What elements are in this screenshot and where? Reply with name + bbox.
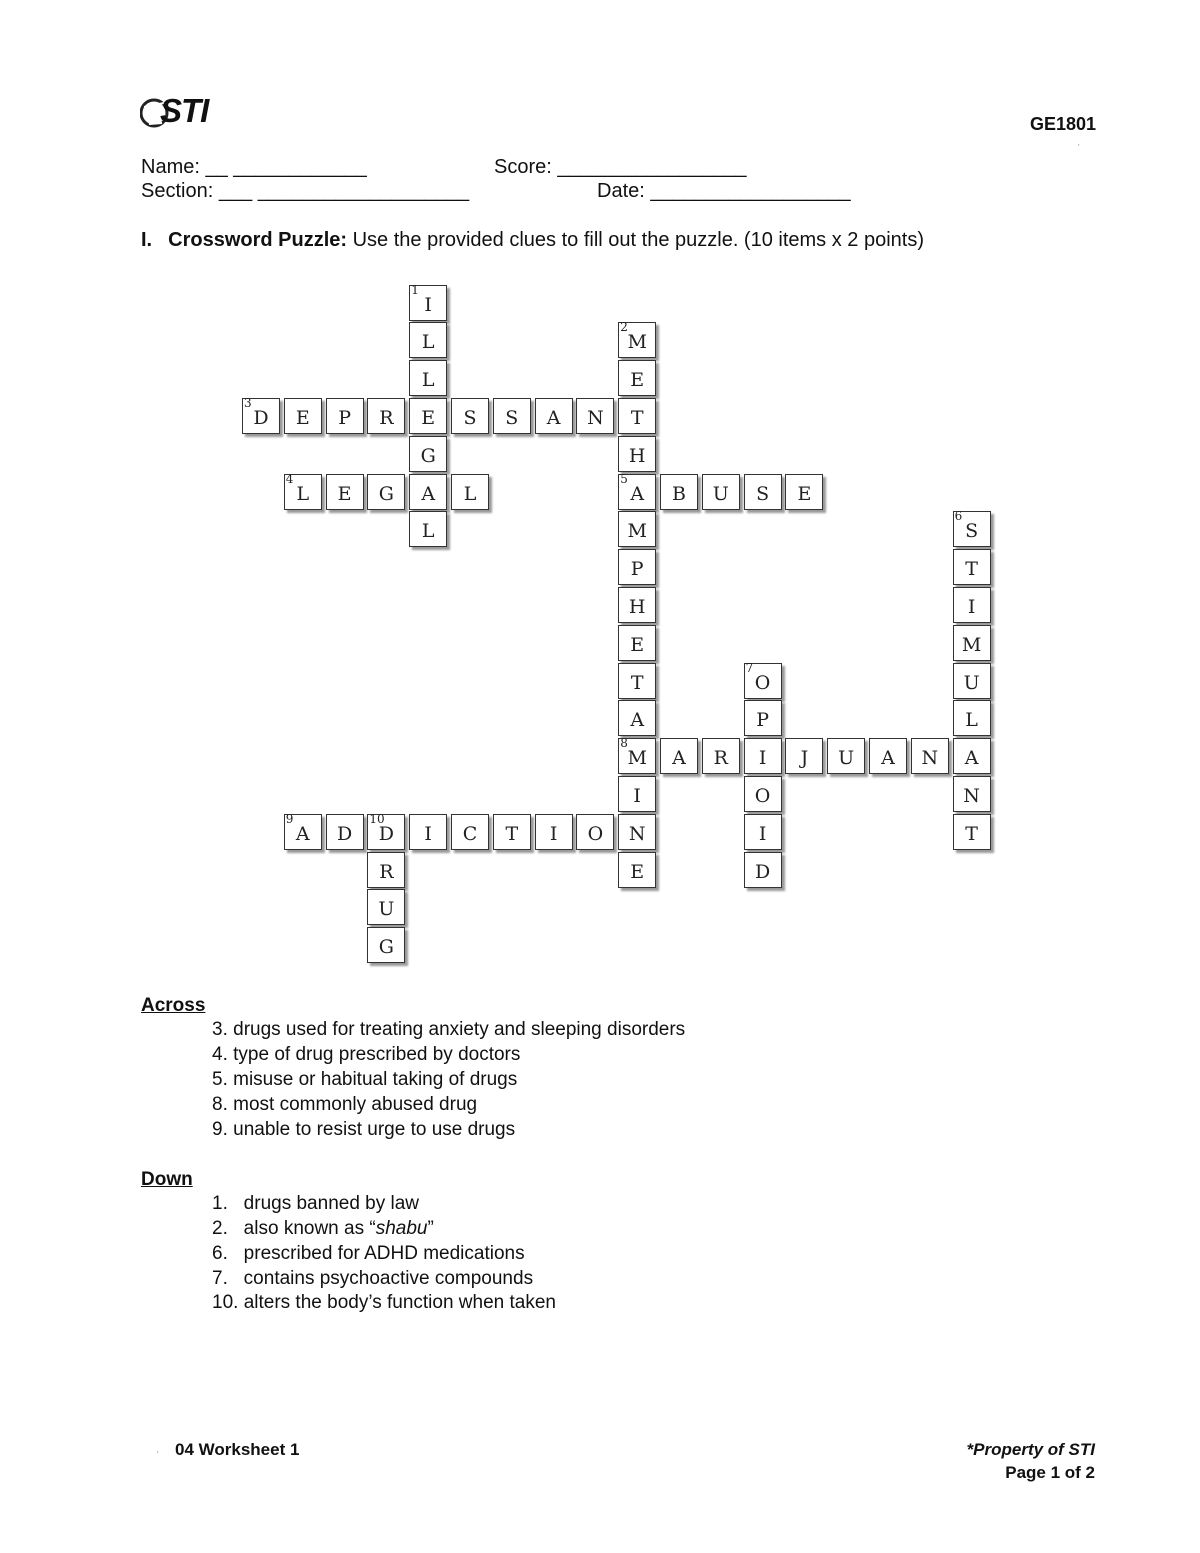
cell-letter: N: [963, 785, 980, 807]
across-clue-4: 4. type of drug prescribed by doctors: [212, 1044, 521, 1065]
cell-letter: O: [587, 822, 604, 845]
crossword-cell[interactable]: [702, 738, 740, 774]
crossword-cell[interactable]: [618, 436, 656, 472]
clue-number: 4: [285, 471, 294, 486]
down-clue-1: 1. drugs banned by law: [212, 1193, 420, 1214]
cell-letter: P: [338, 407, 351, 429]
across-clue-8: 8. most commonly abused drug: [212, 1094, 478, 1115]
across-clue-9: 9. unable to resist urge to use drugs: [212, 1119, 516, 1140]
cell-letter: L: [421, 369, 435, 392]
crossword-cell[interactable]: [451, 474, 489, 510]
cell-letter: M: [627, 331, 647, 354]
crossword-cell[interactable]: [367, 474, 405, 510]
crossword-cell[interactable]: [367, 811, 405, 850]
cell-letter: H: [628, 596, 646, 618]
cell-letter: C: [462, 822, 478, 845]
crossword-cell[interactable]: [869, 738, 907, 774]
clue-number: 2: [620, 320, 628, 335]
crossword-cell[interactable]: [744, 474, 782, 510]
crossword-cell[interactable]: [451, 398, 489, 434]
crossword-cell[interactable]: [618, 663, 656, 699]
score-field[interactable]: Score: _________________: [494, 156, 747, 178]
crossword-cell[interactable]: [618, 471, 656, 510]
cell-letter: L: [421, 520, 435, 543]
crossword-cell[interactable]: [953, 700, 991, 736]
cell-letter: U: [838, 747, 855, 770]
cell-letter: I: [633, 785, 641, 807]
cell-letter: A: [672, 747, 686, 770]
crossword-cell[interactable]: [409, 322, 447, 358]
date-field[interactable]: Date: __________________: [597, 180, 851, 202]
section-numeral: I.: [141, 229, 153, 251]
cell-letter: S: [965, 520, 979, 543]
crossword-cell[interactable]: [953, 776, 991, 812]
crossword-cell[interactable]: [451, 814, 489, 850]
cell-letter: T: [965, 558, 978, 581]
footer-tick: ': [157, 1450, 159, 1459]
cell-letter: A: [295, 822, 310, 845]
down-clue-2: [212, 1218, 434, 1240]
cell-letter: E: [630, 633, 645, 656]
cell-letter: I: [967, 596, 976, 618]
course-code: GE1801: [1029, 114, 1096, 134]
crossword-cell[interactable]: [326, 814, 364, 850]
cell-letter: E: [797, 482, 812, 505]
cell-letter: M: [627, 747, 647, 770]
cell-letter: D: [336, 822, 353, 845]
cell-letter: P: [756, 709, 769, 732]
crossword-cell[interactable]: [953, 738, 991, 774]
sti-logo-text: STI: [160, 92, 209, 129]
cell-letter: I: [424, 822, 432, 845]
crossword-cell[interactable]: [618, 852, 656, 888]
crossword-cell[interactable]: [242, 398, 280, 434]
section-heading: [141, 229, 924, 252]
cell-letter: B: [672, 482, 686, 505]
crossword-cell[interactable]: [618, 814, 656, 850]
crossword-cell[interactable]: [367, 889, 405, 925]
footer-page: Page 1 of 2: [1005, 1463, 1095, 1482]
crossword-cell[interactable]: [953, 587, 991, 623]
cell-letter: A: [964, 747, 979, 770]
crossword-cell[interactable]: [493, 814, 531, 850]
crossword-cell[interactable]: [618, 322, 656, 358]
crossword-cell[interactable]: [744, 660, 782, 699]
down-clue-2-text: 2. also known as “: [212, 1218, 376, 1239]
clue-number: 7: [745, 660, 754, 675]
crossword-cell[interactable]: [535, 814, 573, 850]
crossword-cell[interactable]: [702, 474, 740, 510]
across-clue-3: 3. drugs used for treating anxiety and sleeping disorders: [212, 1019, 686, 1040]
crossword-cell[interactable]: [744, 776, 782, 812]
cell-letter: N: [921, 747, 939, 770]
cell-letter: A: [421, 482, 436, 505]
cell-letter: U: [712, 482, 729, 505]
crossword-cell[interactable]: [660, 474, 698, 510]
crossword-cell[interactable]: [953, 511, 991, 547]
crossword-cell[interactable]: [744, 814, 782, 850]
cell-letter: S: [505, 407, 519, 429]
cell-letter: T: [630, 671, 644, 694]
cell-letter: D: [378, 822, 394, 845]
crossword-cell[interactable]: [618, 511, 656, 547]
cell-letter: D: [754, 860, 771, 883]
cell-letter: U: [378, 898, 395, 921]
crossword-cell[interactable]: [618, 360, 656, 396]
cell-letter: M: [627, 520, 647, 543]
cell-letter: I: [549, 822, 558, 845]
crossword-cell[interactable]: [409, 474, 447, 510]
crossword-cell[interactable]: [785, 738, 823, 774]
across-clue-5: 5. misuse or habitual taking of drugs: [212, 1069, 518, 1090]
clue-number: 10: [369, 811, 385, 826]
clue-number: 9: [285, 811, 294, 826]
down-heading: Down: [141, 1169, 193, 1190]
crossword-cell[interactable]: [367, 927, 405, 963]
footer-property: *Property of STI: [966, 1440, 1095, 1459]
crossword-cell[interactable]: [409, 398, 447, 434]
cell-letter: S: [463, 407, 477, 429]
cell-letter: E: [295, 407, 310, 429]
down-clue-10: 10. alters the body’s function when taken: [212, 1292, 556, 1313]
crossword-cell[interactable]: [618, 738, 656, 774]
footer-worksheet: 04 Worksheet 1: [175, 1440, 300, 1459]
cell-letter: T: [505, 822, 519, 845]
crossword-cell[interactable]: [367, 398, 405, 434]
name-field[interactable]: Name: __ ____________: [141, 156, 367, 178]
cell-letter: A: [630, 709, 645, 732]
cell-letter: T: [965, 822, 978, 845]
cell-letter: D: [253, 407, 269, 429]
crossword-cell[interactable]: [953, 814, 991, 850]
section-title: Crossword Puzzle:: [168, 229, 348, 251]
cell-letter: P: [630, 558, 644, 581]
crossword-cell[interactable]: [367, 852, 405, 888]
crossword-cell[interactable]: [618, 776, 656, 812]
clue-number: 5: [620, 471, 628, 486]
section-field[interactable]: Section: ___ ___________________: [141, 180, 470, 202]
cell-letter: S: [756, 482, 770, 505]
cell-letter: E: [337, 482, 352, 505]
crossword-cell[interactable]: [827, 738, 865, 774]
crossword-cell[interactable]: [953, 625, 991, 661]
crossword-cell[interactable]: [409, 814, 447, 850]
crossword-cell[interactable]: [744, 738, 782, 774]
cell-letter: I: [758, 822, 767, 845]
crossword-cell[interactable]: [618, 549, 656, 585]
cell-letter: I: [424, 293, 432, 316]
cell-letter: G: [378, 482, 394, 505]
crossword-cell[interactable]: [284, 811, 322, 850]
cell-letter: O: [754, 785, 771, 807]
crossword-cell[interactable]: [618, 587, 656, 623]
crossword-cell[interactable]: [785, 474, 823, 510]
cell-letter: L: [296, 482, 310, 505]
cell-letter: A: [546, 407, 561, 429]
cell-letter: A: [630, 482, 645, 505]
crossword-cell[interactable]: [953, 549, 991, 585]
cell-letter: E: [630, 369, 645, 392]
cell-letter: R: [379, 860, 394, 883]
clue-number: 6: [954, 509, 963, 524]
crossword-cell[interactable]: [660, 738, 698, 774]
crossword-cell[interactable]: [618, 625, 656, 661]
crossword-cell[interactable]: [535, 398, 573, 434]
cell-letter: I: [758, 747, 767, 770]
cell-letter: M: [961, 633, 982, 656]
clue-number: 1: [411, 282, 419, 297]
cell-letter: N: [628, 822, 646, 845]
down-clue-2-italic: shabu: [375, 1218, 428, 1239]
cell-letter: E: [630, 860, 645, 883]
crossword-cell[interactable]: [744, 700, 782, 736]
across-heading: Across: [141, 995, 206, 1016]
crossword-cell[interactable]: [409, 436, 447, 472]
crossword-cell[interactable]: [409, 282, 447, 321]
cell-letter: L: [965, 709, 978, 732]
cell-letter: G: [420, 444, 436, 467]
cell-letter: U: [963, 671, 980, 694]
cell-letter: H: [628, 444, 646, 467]
crossword-cell[interactable]: [911, 738, 949, 774]
crossword-cell[interactable]: [326, 474, 364, 510]
section-instructions: Use the provided clues to fill out the puzzle. (10 items x 2 points): [347, 229, 924, 251]
crossword-cell[interactable]: [576, 814, 614, 850]
crossword-cell[interactable]: [409, 360, 447, 396]
crossword-cell[interactable]: [409, 511, 447, 547]
crossword-cell[interactable]: [493, 398, 531, 434]
cell-letter: E: [421, 407, 436, 429]
cell-letter: T: [630, 407, 644, 429]
crossword-cell[interactable]: [744, 852, 782, 888]
cell-letter: O: [754, 671, 771, 694]
header-tick: ': [1078, 143, 1080, 152]
cell-letter: R: [379, 407, 394, 429]
cell-letter: R: [713, 747, 728, 770]
cell-letter: G: [378, 936, 394, 959]
cell-letter: N: [587, 407, 604, 429]
cell-letter: J: [800, 747, 809, 770]
cell-letter: L: [463, 482, 477, 505]
clue-number: 8: [620, 736, 628, 751]
cell-letter: A: [881, 747, 895, 770]
down-clue-7: 7. contains psychoactive compounds: [212, 1268, 534, 1289]
crossword-cell[interactable]: [618, 700, 656, 736]
crossword-cell[interactable]: [953, 663, 991, 699]
down-clue-6: 6. prescribed for ADHD medications: [212, 1243, 525, 1264]
crossword-cell[interactable]: [618, 398, 656, 434]
clue-number: 3: [244, 396, 252, 410]
crossword-cell[interactable]: [576, 398, 614, 434]
crossword-cell[interactable]: [326, 398, 364, 434]
crossword-cell[interactable]: [284, 398, 322, 434]
down-clue-2-after: ”: [427, 1218, 434, 1239]
cell-letter: L: [421, 331, 435, 354]
crossword-cell[interactable]: [284, 471, 322, 510]
